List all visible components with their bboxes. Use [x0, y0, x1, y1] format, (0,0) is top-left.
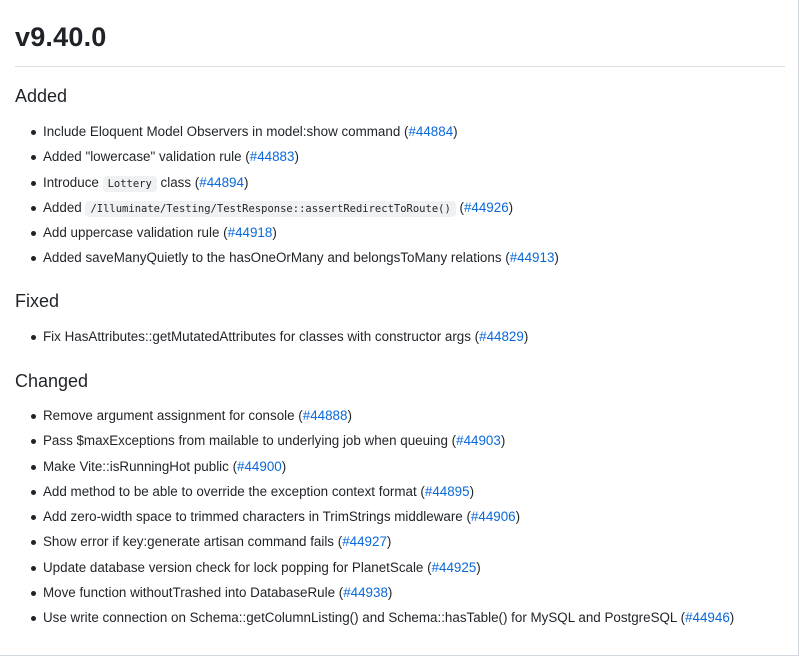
- pr-link[interactable]: #44913: [509, 250, 555, 266]
- pr-link[interactable]: #44883: [249, 149, 295, 165]
- pr-link[interactable]: #44927: [342, 534, 387, 550]
- item-text: class: [156, 174, 192, 190]
- list-item: Added saveManyQuietly to the hasOneOrMany and belongsToMany relations (#44913): [28, 245, 788, 270]
- pr-link[interactable]: #44938: [343, 585, 388, 601]
- item-text: Move function withoutTrashed into DatabaseRule: [43, 585, 336, 601]
- pr-link[interactable]: #44894: [199, 174, 244, 190]
- list-item: Add uppercase validation rule (#44918): [28, 220, 788, 245]
- pr-link[interactable]: #44925: [431, 559, 477, 575]
- section-heading-added: Added: [15, 86, 68, 106]
- list-item: Include Eloquent Model Observers in model:show command (#44884): [28, 119, 788, 144]
- pr-link[interactable]: #44895: [424, 483, 470, 499]
- list-item: Update database version check for lock popping for PlanetScale (#44925): [28, 555, 788, 580]
- list-item: Use write connection on Schema::getColumnListing() and Schema::hasTable() for MySQL and PostgreSQL (#44946): [28, 605, 788, 630]
- title-divider: [15, 66, 785, 67]
- item-text: Add method to be able to override the exception context format: [43, 483, 417, 499]
- list-item: Move function withoutTrashed into DatabaseRule (#44938): [28, 580, 788, 605]
- list-item: Show error if key:generate artisan command fails (#44927): [28, 529, 788, 554]
- item-text: Make Vite::isRunningHot public: [43, 458, 229, 474]
- pr-link[interactable]: #44888: [302, 408, 348, 423]
- list-item: Remove argument assignment for console (#44888): [28, 403, 788, 428]
- item-text: Added "lowercase" validation rule: [43, 149, 242, 165]
- list-item: Added "lowercase" validation rule (#44883): [28, 144, 788, 169]
- item-text: Pass $maxExceptions from mailable to underlying job when queuing: [43, 433, 448, 449]
- inline-code: Lottery: [103, 176, 157, 192]
- list-item: Add zero-width space to trimmed characters in TrimStrings middleware (#44906): [28, 504, 788, 529]
- added-list: [28, 119, 788, 271]
- fixed-list: [28, 324, 788, 349]
- list-item: Added /Illuminate/Testing/TestResponse::assertRedirectToRoute() (#44926): [28, 195, 788, 220]
- list-item: Introduce Lottery class (#44894): [28, 170, 788, 195]
- list-item: Fix HasAttributes::getMutatedAttributes for classes with constructor args (#44829): [28, 324, 788, 349]
- pr-link[interactable]: #44946: [685, 610, 730, 626]
- pr-link[interactable]: #44926: [463, 199, 509, 215]
- section-heading-fixed: Fixed: [15, 291, 60, 311]
- item-text: Introduce: [43, 174, 103, 190]
- list-item: Add method to be able to override the exception context format (#44895): [28, 479, 788, 504]
- list-item: Pass $maxExceptions from mailable to underlying job when queuing (#44903): [28, 428, 788, 453]
- item-text: Include Eloquent Model Observers in model:show command: [43, 124, 401, 139]
- item-text: Use write connection on Schema::getColumnListing() and Schema::hasTable() for MySQL and PostgreSQL: [43, 610, 677, 626]
- item-text: Show error if key:generate artisan command fails: [43, 534, 335, 550]
- item-text: Added saveManyQuietly to the hasOneOrMany and belongsToMany relations: [43, 250, 502, 266]
- release-title: v9.40.0: [15, 22, 107, 52]
- section-heading-changed: Changed: [15, 371, 89, 391]
- pr-link[interactable]: #44903: [456, 433, 501, 449]
- pr-link[interactable]: #44900: [237, 458, 282, 474]
- item-text: Update database version check for lock popping for PlanetScale: [43, 559, 424, 575]
- item-text: Added: [43, 199, 86, 215]
- inline-code: /Illuminate/Testing/TestResponse::assertRedirectToRoute(): [85, 201, 455, 217]
- changed-list: [28, 403, 788, 631]
- pr-link[interactable]: #44906: [470, 509, 516, 525]
- item-text: Add uppercase validation rule: [43, 225, 220, 241]
- item-text: Fix HasAttributes::getMutatedAttributes for classes with constructor args: [43, 329, 471, 344]
- item-text: Remove argument assignment for console: [43, 408, 295, 423]
- item-text: Add zero-width space to trimmed characters in TrimStrings middleware: [43, 509, 463, 525]
- pr-link[interactable]: #44829: [479, 329, 524, 344]
- pr-link[interactable]: #44918: [227, 225, 273, 241]
- list-item: Make Vite::isRunningHot public (#44900): [28, 454, 788, 479]
- pr-link[interactable]: #44884: [408, 124, 454, 139]
